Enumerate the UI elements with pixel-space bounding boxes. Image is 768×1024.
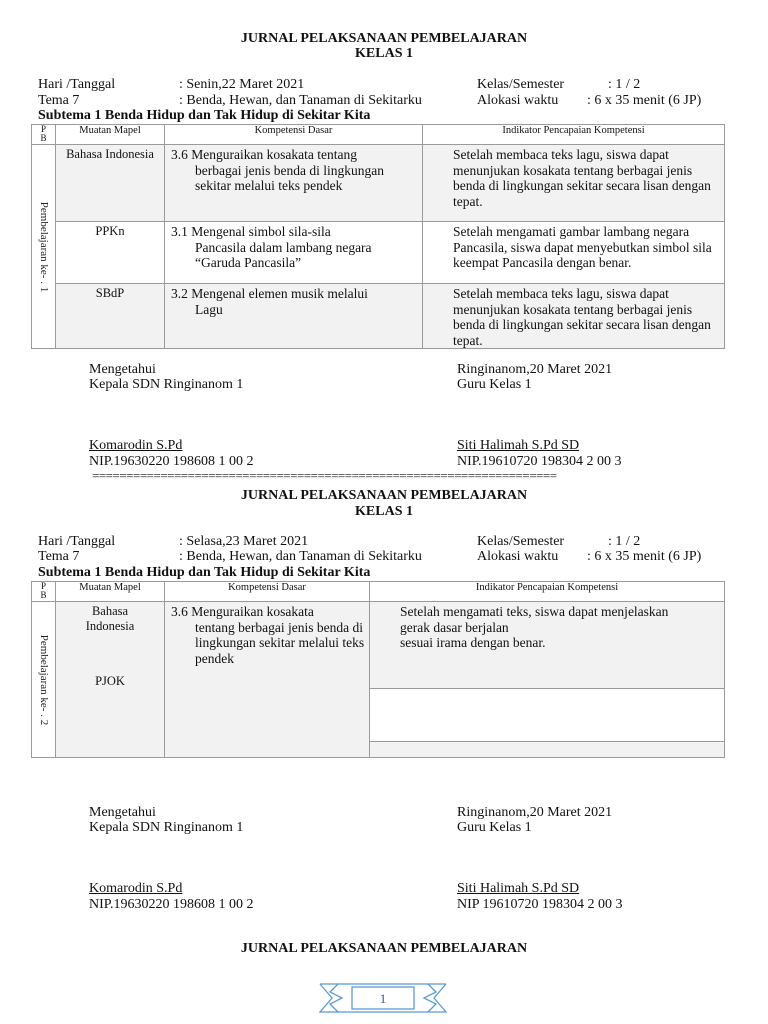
mapel-cell (56, 602, 165, 758)
class-title-1: KELAS 1 (355, 46, 413, 61)
pembelajaran-cell (32, 145, 56, 349)
mapel-cell: PPKn (56, 222, 165, 284)
alokasi-label-1: Alokasi waktu (477, 93, 559, 108)
indikator-cell: Setelah mengamati teks, siswa dapat menjelaskan gerak dasar berjalan sesuai irama dengan benar. (370, 602, 725, 689)
hari-value-1: : Senin,22 Maret 2021 (179, 77, 305, 92)
page-number: 1 (379, 991, 387, 1006)
kelas-value-1: : 1 / 2 (608, 77, 641, 92)
kd-cell: 3.2 Mengenal elemen musik melalui Lagu (165, 284, 423, 349)
guru-2: Guru Kelas 1 (457, 820, 532, 835)
indikator-cell: Setelah membaca teks lagu, siswa dapat menunjukan kosakata tentang berbagai jenis benda di lingkungan sekitar secara lisan dengan tepat. (423, 145, 725, 222)
journal-title-1: JURNAL PELAKSANAAN PEMBELAJARAN (240, 31, 528, 46)
hari-value-2: : Selasa,23 Maret 2021 (179, 534, 309, 549)
kd-cell: 3.1 Mengenal simbol sila-sila Pancasila dalam lambang negara “Garuda Pancasila” (165, 222, 423, 284)
place-date-1: Ringinanom,20 Maret 2021 (457, 362, 613, 377)
name-right-1: Siti Halimah S.Pd SD (457, 438, 580, 453)
nip-right-2: NIP 19610720 198304 2 00 3 (457, 897, 623, 912)
tema-label-1: Tema 7 (38, 93, 80, 108)
journal-table-2 (31, 581, 725, 758)
alokasi-value-1: : 6 x 35 menit (6 JP) (587, 93, 702, 108)
nip-left-2: NIP.19630220 198608 1 00 2 (89, 897, 254, 912)
nip-left-1: NIP.19630220 198608 1 00 2 (89, 454, 254, 469)
mapel-cell: SBdP (56, 284, 165, 349)
mapel-pjok: PJOK (95, 674, 125, 688)
class-title-2: KELAS 1 (355, 504, 413, 519)
kepala-2: Kepala SDN Ringinanom 1 (89, 820, 244, 835)
separator-line: ==================================================================== (92, 468, 557, 483)
pembelajaran-label: Pembelajaran ke- . 1 (37, 201, 50, 292)
kelas-label-1: Kelas/Semester (477, 77, 565, 92)
hari-label-2: Hari /Tanggal (38, 534, 116, 549)
subtema-2: Subtema 1 Benda Hidup dan Tak Hidup di Sekitar Kita (38, 565, 371, 580)
alokasi-label-2: Alokasi waktu (477, 549, 559, 564)
name-right-2: Siti Halimah S.Pd SD (457, 881, 580, 896)
kelas-value-2: : 1 / 2 (608, 534, 641, 549)
alokasi-value-2: : 6 x 35 menit (6 JP) (587, 549, 702, 564)
pembelajaran-cell (32, 602, 56, 758)
mengetahui-1: Mengetahui (89, 362, 156, 377)
kepala-1: Kepala SDN Ringinanom 1 (89, 377, 244, 392)
indikator-empty-cell (370, 689, 725, 742)
kd-cell: 3.6 Menguraikan kosakata tentang berbagai jenis benda di lingkungan sekitar melalui teks pendek (165, 145, 423, 222)
mapel-header: Muatan Mapel (56, 582, 165, 602)
tema-label-2: Tema 7 (38, 549, 80, 564)
journal-title-2: JURNAL PELAKSANAAN PEMBELAJARAN (240, 488, 528, 503)
name-left-1: Komarodin S.Pd (89, 438, 183, 453)
mapel-bahasa: Bahasa Indonesia (85, 604, 135, 633)
nip-right-1: NIP.19610720 198304 2 00 3 (457, 454, 622, 469)
pembelajaran-label: Pembelajaran ke- . 2 (37, 634, 50, 725)
pb-header: P B (32, 125, 56, 145)
mapel-cell: Bahasa Indonesia (56, 145, 165, 222)
kelas-label-2: Kelas/Semester (477, 534, 565, 549)
indikator-header: Indikator Pencapaian Kompetensi (370, 582, 725, 602)
guru-1: Guru Kelas 1 (457, 377, 532, 392)
journal-table-1 (31, 124, 725, 349)
place-date-2: Ringinanom,20 Maret 2021 (457, 805, 613, 820)
tema-value-2: : Benda, Hewan, dan Tanaman di Sekitarku (179, 549, 422, 564)
pb-header: P B (32, 582, 56, 602)
mengetahui-2: Mengetahui (89, 805, 156, 820)
indikator-cell: Setelah mengamati gambar lambang negara Pancasila, siswa dapat menyebutkan simbol sila keempat Pancasila dengan benar. (423, 222, 725, 284)
kd-header: Kompetensi Dasar (165, 125, 423, 145)
indikator-header: Indikator Pencapaian Kompetensi (423, 125, 725, 145)
hari-label-1: Hari /Tanggal (38, 77, 116, 92)
journal-title-3: JURNAL PELAKSANAAN PEMBELAJARAN (240, 941, 528, 956)
indikator-empty-cell (370, 742, 725, 758)
page-number-badge (318, 980, 448, 1016)
kd-header: Kompetensi Dasar (165, 582, 370, 602)
indikator-cell: Setelah membaca teks lagu, siswa dapat menunjukan kosakata tentang berbagai jenis benda di lingkungan sekitar secara lisan dengan tepat. (423, 284, 725, 349)
name-left-2: Komarodin S.Pd (89, 881, 183, 896)
tema-value-1: : Benda, Hewan, dan Tanaman di Sekitarku (179, 93, 422, 108)
kd-cell: 3.6 Menguraikan kosakata tentang berbagai jenis benda di lingkungan sekitar melalui teks pendek (165, 602, 370, 758)
subtema-1: Subtema 1 Benda Hidup dan Tak Hidup di Sekitar Kita (38, 108, 371, 123)
mapel-header: Muatan Mapel (56, 125, 165, 145)
